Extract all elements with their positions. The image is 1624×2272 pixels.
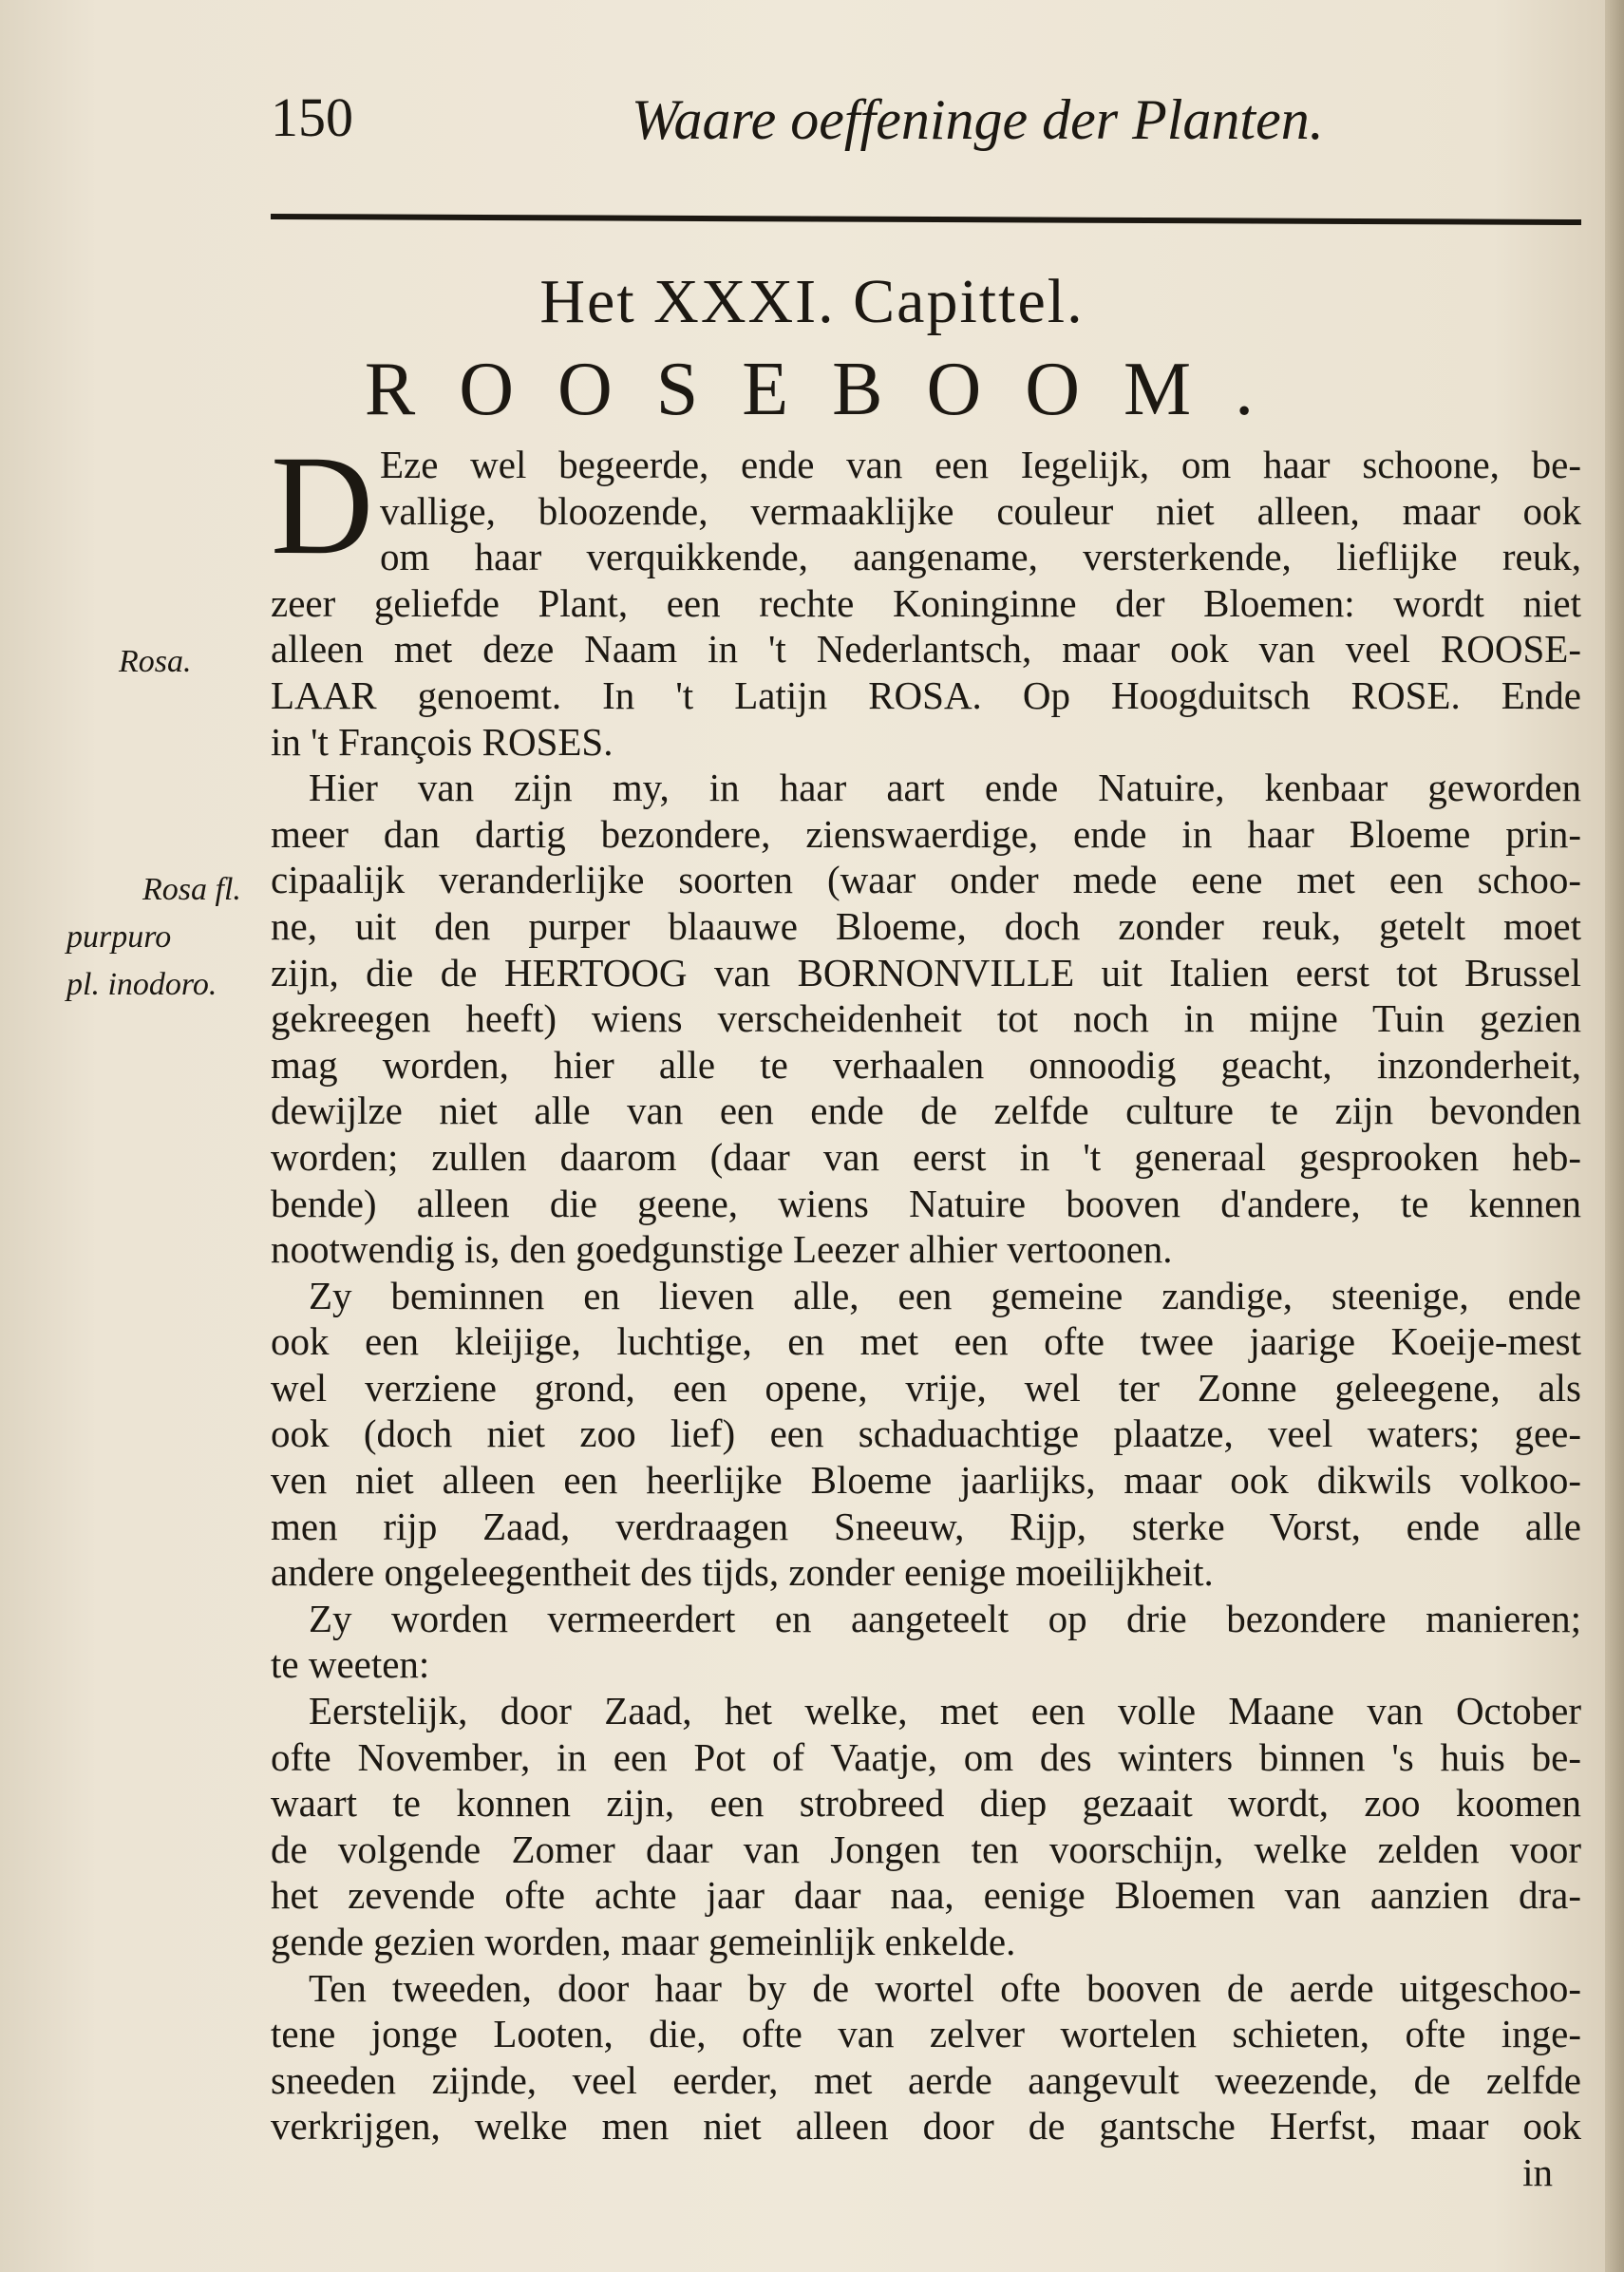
text-line: dewijlze niet alle van een ende de zelfde culture te zijn bevonden [271, 1089, 1581, 1133]
text-line: sneeden zijnde, veel eerder, met aerde aangevult weezende, de zelfde [271, 2057, 1581, 2102]
text-line: mag worden, hier alle te verhaalen onnoodig geacht, inzonderheit, [271, 1042, 1581, 1087]
text-line: vallige, bloozende, vermaaklijke couleur niet alleen, maar ook [380, 488, 1581, 533]
catchword: in [1522, 2149, 1553, 2194]
text-line: ven niet alleen een heerlijke Bloeme jaarlijks, maar ook dikwils volkoo- [271, 1458, 1581, 1503]
text-line: waart te konnen zijn, een strobreed diep gezaait wordt, zoo koomen [271, 1781, 1581, 1826]
text-line: tene jonge Looten, die, ofte van zelver wortelen schieten, ofte inge- [271, 2012, 1581, 2056]
margin-note-purpuro: purpuro [66, 919, 172, 955]
text-line: Ten tweeden, door haar by de wortel ofte booven de aerde uitgeschoo- [309, 1965, 1581, 2010]
page-number: 150 [271, 86, 353, 148]
text-line: in 't François ROSES. [271, 719, 614, 764]
chapter-title: ROOSEBOOM. [364, 348, 1298, 431]
text-line: LAAR genoemt. In 't Latijn ROSA. Op Hoogduitsch ROSE. Ende [271, 672, 1581, 717]
text-line: Hier van zijn my, in haar aart ende Natuire, kenbaar geworden [309, 766, 1581, 810]
text-line: te weeten: [271, 1642, 430, 1687]
page-edge [1605, 0, 1624, 2272]
header-rule [271, 214, 1581, 225]
text-line: ook (doch niet zoo lief) een schaduachtige plaatze, veel waters; gee- [271, 1411, 1581, 1456]
text-line: gende gezien worden, maar gemeinlijk enkelde. [271, 1920, 1016, 1963]
text-line: Zy beminnen en lieven alle, een gemeine zandige, steenige, ende [309, 1273, 1581, 1317]
text-line: om haar verquikkende, aangename, versterkende, lieflijke reuk, [380, 535, 1581, 579]
body-text [271, 426, 1581, 2196]
text-line: zijn, die de HERTOOG van BORNONVILLE uit Italien eerst tot Brussel [271, 950, 1581, 994]
margin-note-rosa: Rosa. [119, 644, 192, 679]
text-line: alleen met deze Naam in 't Nederlantsch, maar ook van veel ROOSE- [271, 627, 1581, 672]
running-title: Waare oeffeninge der Planten. [632, 88, 1324, 151]
text-line: men rijp Zaad, verdraagen Sneeuw, Rijp, sterke Vorst, ende alle [271, 1504, 1581, 1548]
text-line: andere ongeleegentheit des tijds, zonder eenige moeilijkheit. [271, 1550, 1214, 1595]
text-line: Eerstelijk, door Zaad, het welke, met een volle Maane van October [309, 1689, 1581, 1733]
margin-note-line: Rosa fl. [142, 872, 241, 907]
text-line: ne, uit den purper blaauwe Bloeme, doch zonder reuk, getelt moet [271, 903, 1581, 948]
text-line: verkrijgen, welke men niet alleen door de gantsche Herfst, maar ook [271, 2104, 1581, 2149]
text-line: gekreegen heeft) wiens verscheidenheit tot noch in mijne Tuin gezien [271, 996, 1581, 1041]
text-line: het zevende ofte achte jaar daar naa, eenige Bloemen van aanzien dra- [271, 1873, 1581, 1918]
text-line: nootwendig is, den goedgunstige Leezer alhier vertoonen. [271, 1227, 1173, 1272]
text-line: Zy worden vermeerdert en aangeteelt op drie bezondere manieren; [309, 1596, 1581, 1640]
margin-note-inodoro: pl. inodoro. [66, 967, 217, 1002]
drop-cap: D [271, 426, 374, 584]
chapter-heading: Het XXXI. Capittel. [539, 267, 1085, 336]
page-header [271, 85, 1581, 161]
text-line: zeer geliefde Plant, een rechte Koninginne der Bloemen: wordt niet [271, 580, 1581, 625]
text-line: Eze wel begeerde, ende van een Iegelijk, om haar schoone, be- [380, 443, 1581, 486]
text-line: cipaalijk veranderlijke soorten (waar onder mede eene met een schoo- [271, 858, 1581, 902]
text-line: de volgende Zomer daar van Jongen ten voorschijn, welke zelden voor [271, 1827, 1581, 1871]
text-line: worden; zullen daarom (daar van eerst in 't generaal gesprooken heb- [271, 1134, 1581, 1179]
text-line: meer dan dartig bezondere, zienswaerdige, ende in haar Bloeme prin- [271, 811, 1581, 856]
text-line: ook een kleijige, luchtige, en met een ofte twee jaarige Koeije-mest [271, 1319, 1581, 1364]
text-line: wel verziene grond, een opene, vrije, wel ter Zonne geleegene, als [271, 1365, 1581, 1410]
text-line: ofte November, in een Pot of Vaatje, om des winters binnen 's huis be- [271, 1734, 1581, 1779]
text-line: bende) alleen die geene, wiens Natuire booven d'andere, te kennen [271, 1181, 1581, 1225]
margin-note-rosa-fl [142, 869, 241, 911]
